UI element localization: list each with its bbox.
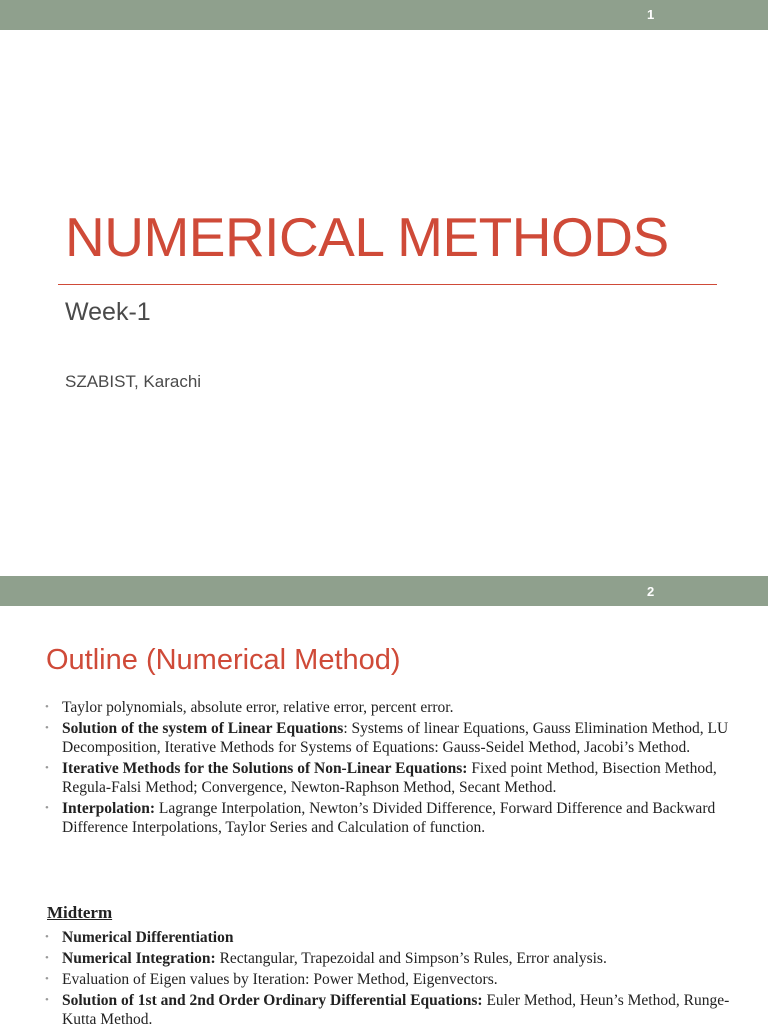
bullet-icon: • — [45, 994, 49, 1006]
midterm-heading: Midterm — [47, 903, 113, 922]
bullet-icon: • — [45, 973, 49, 985]
slide-2-header-bar — [0, 576, 768, 606]
slide-1-header-bar — [0, 0, 768, 30]
list-item: • Solution of the system of Linear Equations: Systems of linear Equations, Gauss Elimination Method, LU Decomposition, Iterative Methods for Systems of Equations: Gauss-Seidel Method, Jacobi’s Method. — [45, 720, 729, 756]
bullet-icon: • — [45, 802, 49, 814]
bullet-icon: • — [45, 952, 49, 964]
slide-2-title: Outline (Numerical Method) — [46, 644, 401, 676]
slide-1-subtitle: Week-1 — [65, 298, 151, 326]
bullet-icon: • — [45, 722, 49, 734]
slide-2-number: 2 — [647, 584, 655, 599]
slide-1-number: 1 — [647, 7, 655, 22]
list-item: • Numerical Differentiation — [45, 929, 234, 946]
list-item: • Taylor polynomials, absolute error, relative error, percent error. — [45, 699, 454, 716]
title-divider — [58, 284, 717, 285]
slide-1-organization: SZABIST, Karachi — [65, 372, 202, 391]
midterm-list — [42, 928, 732, 1031]
list-item: • Interpolation: Lagrange Interpolation, Newton’s Divided Difference, Forward Difference and Backward Difference Interpolations, Taylor Series and Calculation of function. — [45, 800, 716, 836]
list-item: • Numerical Integration: Rectangular, Trapezoidal and Simpson’s Rules, Error analysis. — [45, 950, 607, 967]
bullet-icon: • — [45, 701, 49, 713]
list-item: • Evaluation of Eigen values by Iteration: Power Method, Eigenvectors. — [45, 971, 498, 988]
outline-list — [42, 698, 732, 839]
bullet-icon: • — [45, 762, 49, 774]
list-item: • Iterative Methods for the Solutions of Non-Linear Equations: Fixed point Method, Bisection Method, Regula-Falsi Method; Convergence, Newton-Raphson Method, Secant Method. — [45, 760, 717, 796]
list-item: • Solution of 1st and 2nd Order Ordinary Differential Equations: Euler Method, Heun’s Method, Runge-Kutta Method. — [45, 992, 730, 1028]
bullet-icon: • — [45, 931, 49, 943]
slide-1-title: NUMERICAL METHODS — [65, 206, 669, 268]
